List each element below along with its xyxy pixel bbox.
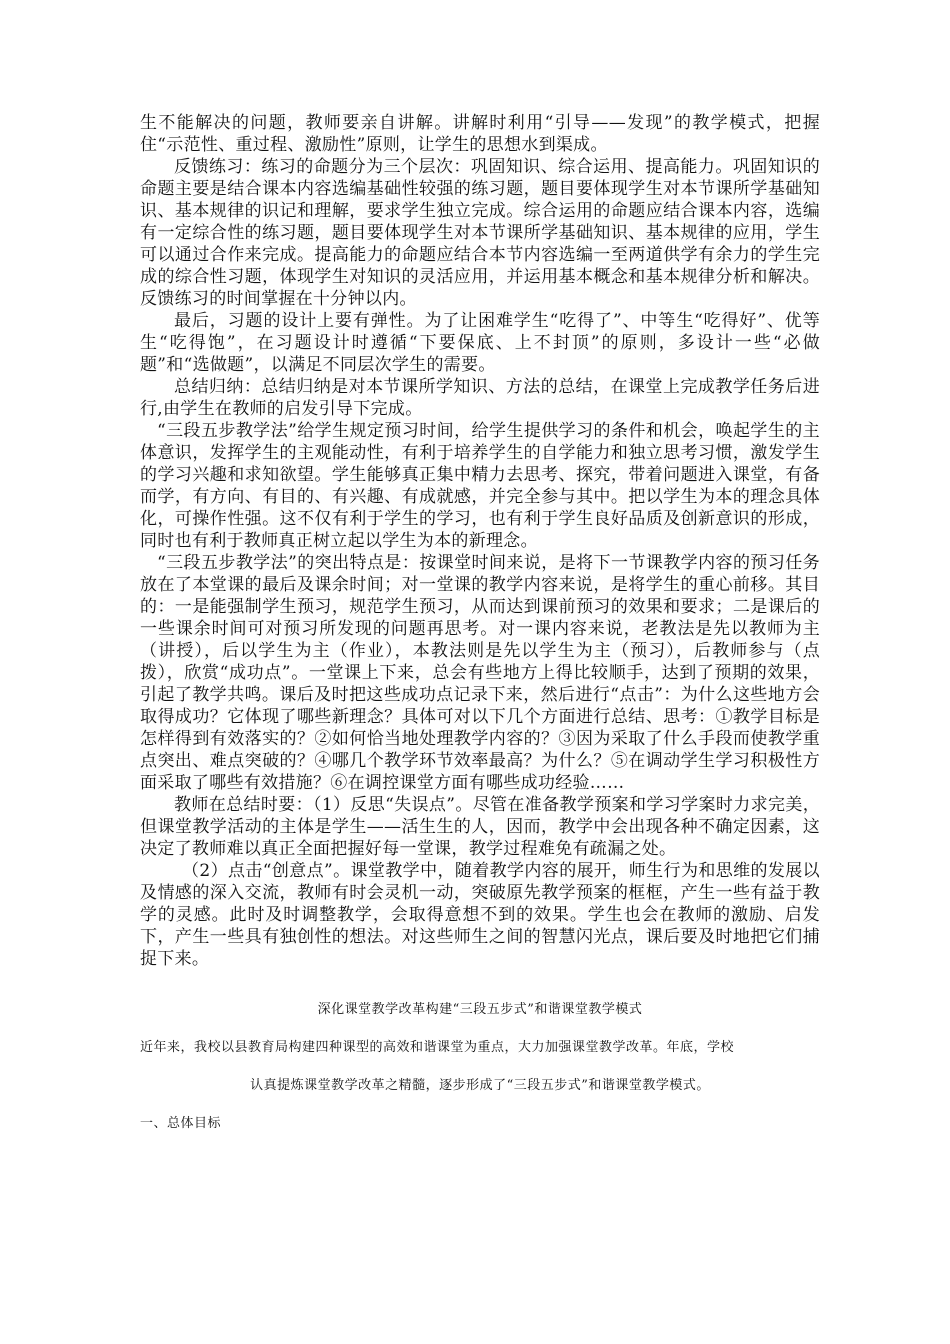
paragraph-creative-points: （2）点击“创意点”。课堂教学中，随着教学内容的展开，师生行为和思维的发展以及情感的深入交流，教师有时会灵机一动，突破原先教学预案的框框，产生一些有益于教学的灵感。此时及时调整教学，会取得意想不到的效果。学生也会在教师的激励、启发下，产生一些具有独创性的想法。对这些师生之间的智慧闪光点，课后要及时地把它们捕捉下来。 xyxy=(140,861,820,969)
article-title: 深化课堂教学改革构建“三段五步式”和谐课堂教学模式 xyxy=(317,1002,643,1017)
document-page xyxy=(140,112,820,1134)
paragraph-explanation: 生不能解决的问题，教师要亲自讲解。讲解时利用“引导——发现”的教学模式，把握住“示范性、重过程、激励性”原则，让学生的思想水到渠成。 xyxy=(140,113,820,155)
article-intro-continued: 认真提炼课堂教学改革之精髓，逐步形成了“三段五步式”和谐课堂教学模式。 xyxy=(250,1078,710,1093)
paragraph-summary: 总结归纳：总结归纳是对本节课所学知识、方法的总结，在课堂上完成教学任务后进行,由学生在教师的启发引导下完成。 xyxy=(140,377,820,419)
paragraph-method-benefits: “三段五步教学法”给学生规定预习时间，给学生提供学习的条件和机会，唤起学生的主体意识，发挥学生的主观能动性，有利于培养学生的自学能力和独立思考习惯，激发学生的学习兴趣和求知欲望。学生能够真正集中精力去思考、探究，带着问题进入课堂，有备而学，有方向、有目的、有兴趣、有成就感，并完全参与其中。把以学生为本的理念具体化，可操作性强。这不仅有利于学生的学习，也有利于学生良好品质及创新意识的形成，同时也有利于教师真正树立起以学生为本的新理念。 xyxy=(140,421,820,551)
paragraph-exercise-flexibility: 最后，习题的设计上要有弹性。为了让困难学生“吃得了”、中等生“吃得好”、优等生“吃得饱”，在习题设计时遵循“下要保底、上不封顶”的原则，多设计一些“必做题”和“选做题”，以满足不同层次学生的需要。 xyxy=(140,311,820,375)
paragraph-method-features: “三段五步教学法”的突出特点是：按课堂时间来说，是将下一节课教学内容的预习任务放在了本堂课的最后及课余时间；对一堂课的教学内容来说，是将学生的重心前移。其目的：一是能强制学生预习，规范学生预习，从而达到课前预习的效果和要求；二是课后的一些课余时间可对预习所发现的问题再思考。对一课内容来说，老教法是先以教师为主（讲授），后以学生为主（作业），本教法则是先以学生为主（预习），后教师参与（点拨），欣赏“成功点”。一堂课上下来，总会有些地方上得比较顺手，达到了预期的效果，引起了教学共鸣。课后及时把这些成功点记录下来，然后进行“点击”：为什么这些地方会取得成功？它体现了哪些新理念？具体可对以下几个方面进行总结、思考：①教学目标是怎样得到有效落实的？②如何恰当地处理教学内容的？③因为采取了什么手段而使教学重点突出、难点突破的？④哪几个教学环节效率最高？为什么？⑤在调动学生学习积极性方面采取了哪些有效措施？⑥在调控课堂方面有哪些成功经验…… xyxy=(140,553,820,793)
section-heading-overall-goal: 一、总体目标 xyxy=(140,1116,222,1131)
paragraph-feedback-practice: 反馈练习：练习的命题分为三个层次：巩固知识、综合运用、提高能力。巩固知识的命题主要是结合课本内容选编基础性较强的练习题，题目要体现学生对本节课所学基础知识、基本规律的识记和理解，要求学生独立完成。综合运用的命题应结合课本内容，选编有一定综合性的练习题，题目要体现学生对本节课所学基础知识、基本规律的应用，学生可以通过合作来完成。提高能力的命题应结合本节内容选编一至两道供学有余力的学生完成的综合性习题，体现学生对知识的灵活应用，并运用基本概念和基本规律分析和解决。反馈练习的时间掌握在十分钟以内。 xyxy=(140,157,820,309)
article-intro: 近年来，我校以县教育局构建四种课型的高效和谐课堂为重点，大力加强课堂教学改革。年底，学校 xyxy=(140,1040,735,1055)
paragraph-reflect-errors: 教师在总结时要：（1）反思“失误点”。尽管在准备教学预案和学习学案时力求完美，但课堂教学活动的主体是学生——活生生的人，因而，教学中会出现各种不确定因素，这决定了教师难以真正全面把握好每一堂课，教学过程难免有疏漏之处。 xyxy=(140,795,820,859)
